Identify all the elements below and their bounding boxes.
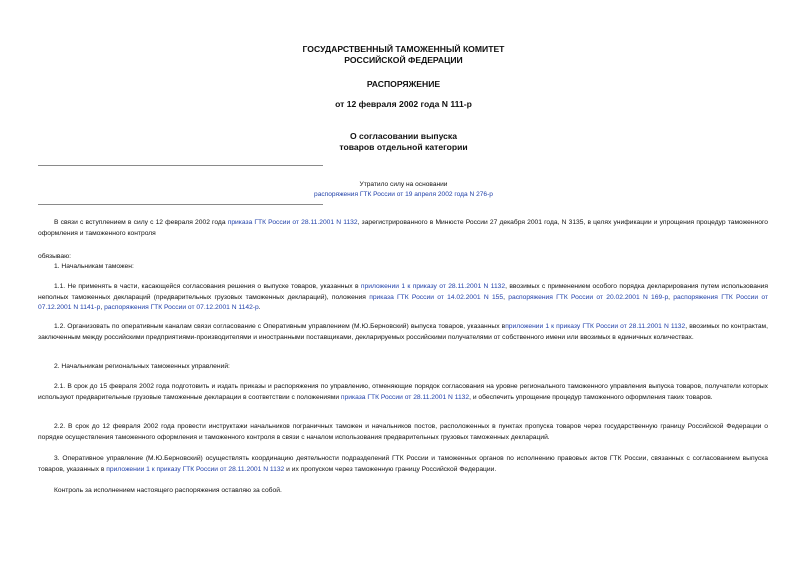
status-note-text: Утратило силу на основании — [359, 181, 448, 188]
p1-2-text-1: 1.2. Организовать по оперативным каналам связи согласование с Оперативным управлением (М.Ю.Берновский) выпуска товаров, указанных в — [54, 323, 506, 330]
p1-1-text-6: . — [258, 304, 261, 312]
document-date-number: от 12 февраля 2002 года N 111-р — [335, 99, 472, 109]
repeal-order-link[interactable]: распоряжения ГТК России от 19 апреля 2002 года N 276-р — [314, 191, 493, 198]
appendix-1-gtk-link-2[interactable]: приложении 1 к приказу ГТК России от 28.11.2001 N 1132 — [106, 465, 285, 473]
document-title-line-2: товаров отдельной категории — [339, 142, 468, 152]
status-note-line — [0, 190, 807, 200]
p1-1-text-1: 1.1. Не применять в части, касающейся согласования решения о выпуске товаров, указанных в — [54, 283, 361, 290]
divider-bottom — [38, 204, 323, 205]
document-title-line-1: О согласовании выпуска — [349, 131, 458, 141]
p1-1-text-3: , — [503, 293, 509, 301]
p2-1-text-1: 2.1. В срок до 15 февраля 2002 года подготовить и издать приказы и распоряжения по управлению, отменяющие порядок согласования на уровне регионального таможенного управления выпуска товаров, получатели которых используют предварительные грузовые таможенные декларации в соответствии с положениями — [38, 383, 768, 401]
paragraph-1-2 — [38, 322, 768, 343]
paragraph-3 — [38, 454, 768, 475]
p1-1-text-5: , — [100, 304, 105, 312]
paragraph-2-1 — [38, 382, 768, 403]
divider-top — [38, 165, 323, 166]
intro-text-1: В связи с вступлением в силу с 12 февраля 2002 года — [54, 219, 228, 226]
p1-1-text-4: , — [668, 293, 674, 301]
document-type: РАСПОРЯЖЕНИЕ — [366, 79, 441, 89]
order-155-link[interactable]: приказа ГТК России от 14.02.2001 N 155 — [369, 293, 504, 301]
p1-1-text-2: , ввозимых с применением особого порядка декларирования путем использования неполных таможенных деклараций (предварительных грузовых таможенных деклараций), положения — [38, 283, 768, 301]
p2-1-text-2: , и обеспечить упрощение процедур таможенного оформления таких товаров. — [469, 393, 713, 401]
paragraph-control: Контроль за исполнением настоящего распоряжения оставляю за собой. — [54, 487, 282, 494]
intro-text-2: , зарегистрированного в Минюсте России 27 декабря 2001 года, N 3135, в целях унификации и упрощения процедур таможенного оформления и таможенного контроля — [38, 219, 768, 237]
order-1132-link-2[interactable]: приказа ГТК России от 28.11.2001 N 1132 — [340, 393, 470, 401]
paragraph-2-2: 2.2. В срок до 12 февраля 2002 года провести инструктажи начальников пограничных таможен и начальников постов, расположенных в пунктах пропуска товаров через государственную границу Российской Федерации о порядке осуществления таможенного оформления и таможенного контроля в связи с началом использования предварительных грузовых таможенных деклараций. — [38, 423, 768, 441]
paragraph-1-1 — [38, 282, 768, 314]
paragraph-obyazyvayu: обязываю: — [38, 253, 71, 260]
order-1142r-link[interactable]: распоряжения ГТК России от 07.12.2001 N 1142-р — [104, 304, 259, 312]
p1-2-text-2: , ввозимых по контрактам, заключенным между российскими предприятиями-производителями и иностранными поставщиками, декларируемых российскими получателями от собственного имени или ввозимых в единичных количествах. — [38, 323, 769, 341]
p3-text-2: и их пропуском через таможенную границу Российской Федерации. — [284, 465, 497, 473]
order-169r-link[interactable]: распоряжения ГТК России от 20.02.2001 N 169-р — [508, 293, 669, 301]
authority-line-1: ГОСУДАРСТВЕННЫЙ ТАМОЖЕННЫЙ КОМИТЕТ — [302, 44, 505, 54]
paragraph-intro — [38, 218, 768, 239]
order-1141r-link[interactable]: распоряжения ГТК России от 07.12.2001 N 1141-р — [38, 293, 769, 312]
p3-text-1: 3. Оперативное управление (М.Ю.Берновский) осуществлять координацию деятельности подразделений ГТК России и таможенных органов по исполнению правовых актов ГТК России, связанных с согласованием выпуска товаров, указанных в — [38, 455, 768, 473]
paragraph-1: 1. Начальникам таможен: — [54, 263, 134, 270]
authority-line-2: РОССИЙСКОЙ ФЕДЕРАЦИИ — [344, 55, 463, 65]
paragraph-2: 2. Начальникам региональных таможенных управлений: — [54, 363, 230, 370]
appendix-1-gtk-link[interactable]: приложении 1 к приказу ГТК России от 28.11.2001 N 1132 — [505, 323, 686, 330]
appendix-1-link[interactable]: приложении 1 к приказу от 28.11.2001 N 1132 — [360, 283, 506, 290]
order-1132-link[interactable]: приказа ГТК России от 28.11.2001 N 1132 — [227, 219, 358, 226]
